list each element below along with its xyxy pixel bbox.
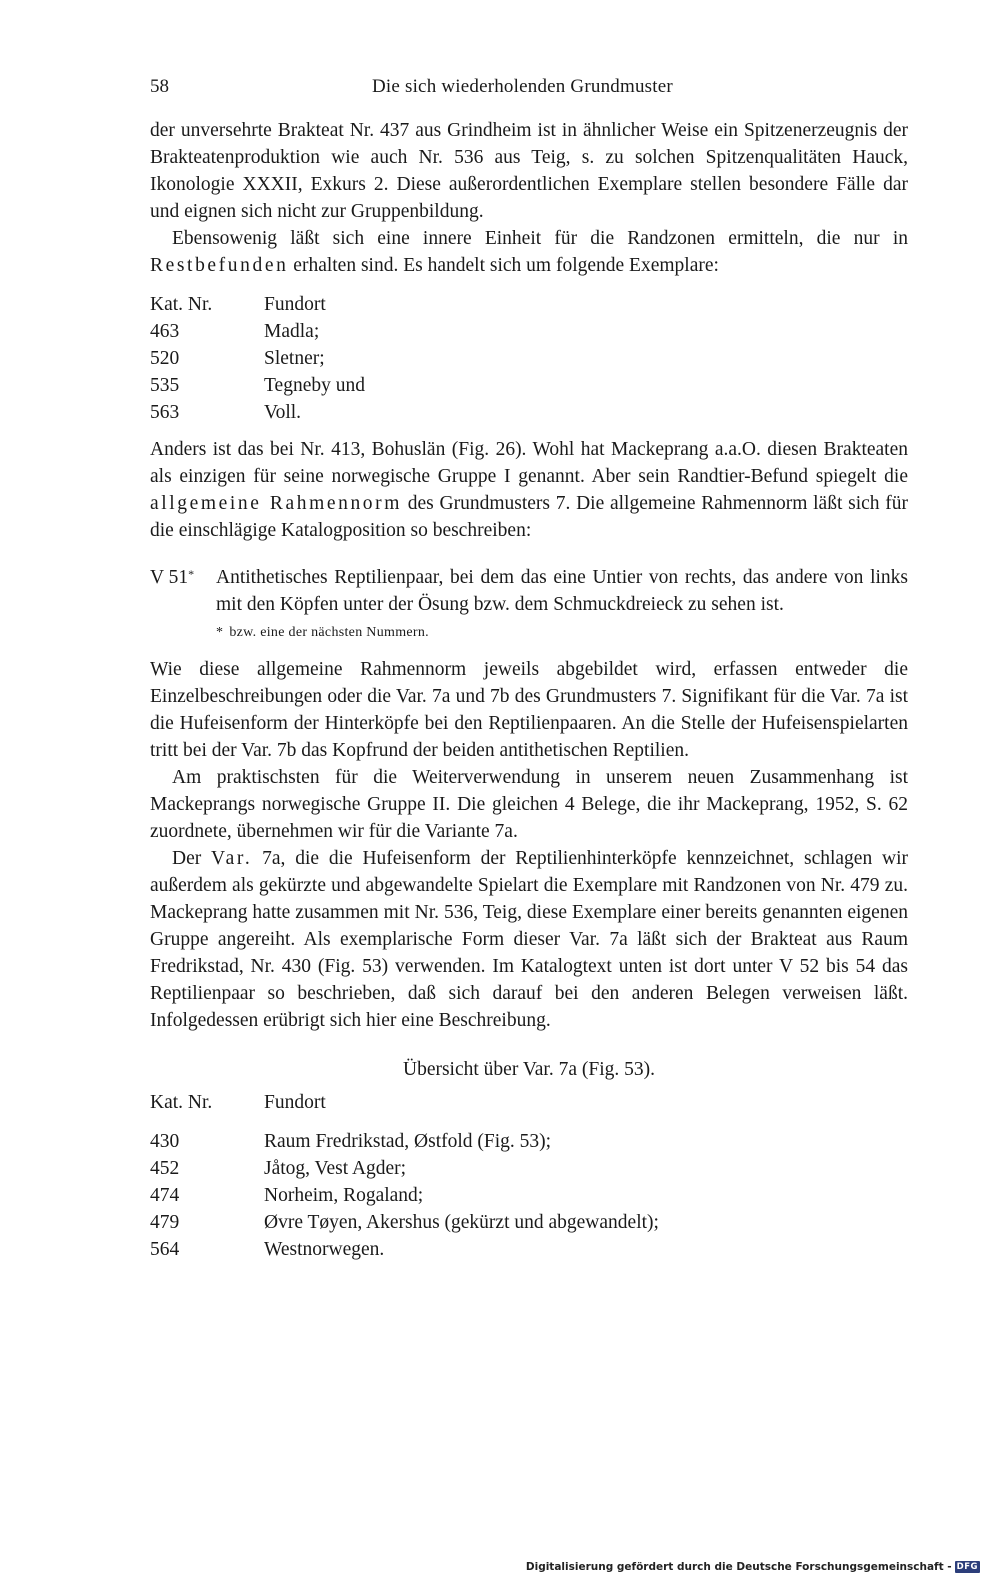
paragraph-2-spaced-term: Restbefunden [150,255,289,276]
footer-text: Digitalisierung gefördert durch die Deutsche Forschungsgemeinschaft - [525,1561,952,1573]
find-table-2 [150,1089,908,1263]
cell-fundort: Sletner; [264,348,325,369]
cell-nr: 430 [150,1131,180,1152]
column-header-fundort: Fundort [264,294,326,315]
cell-nr: 535 [150,375,180,396]
dfg-logo: DFG [956,1562,978,1572]
digitization-footer [526,1559,980,1575]
cell-fundort: Voll. [264,402,302,423]
overview-heading: Übersicht über Var. 7a (Fig. 53). [402,1059,655,1080]
paragraph-1: der unversehrte Brakteat Nr. 437 aus Grindheim ist in ähnlicher Weise ein Spitzenerzeugnis der Brakteatenproduktion wie auch Nr. 536 aus Teig, s. zu solchen Spitzenqualitäten Hauck, Ikonologie XXXII, Exkurs 2. Diese außerordentlichen Exemplare stellen besondere Fälle dar und eignen sich nicht zur Gruppenbildung. [150,120,908,222]
cell-fundort: Raum Fredrikstad, Østfold (Fig. 53); [264,1131,552,1152]
table-header-row [150,291,908,318]
paragraph-4: Wie diese allgemeine Rahmennorm jeweils abgebildet wird, erfassen entweder die Einzelbeschreibungen oder die Var. 7a und 7b des Grundmusters 7. Signifikant für die Var. 7a ist die Hufeisenform der Hinterköpfe bei den Reptilienpaaren. An die Stelle der Hufeisenspielarten tritt bei der Var. 7b das Kopfrund der beiden antithetischen Reptilien. [150,659,908,761]
table-row [150,1155,908,1182]
cell-fundort: Jåtog, Vest Agder; [264,1158,407,1179]
column-header-fundort: Fundort [264,1092,326,1113]
norm-label [150,564,216,618]
norm-text: Antithetisches Reptilienpaar, bei dem das eine Untier von rechts, das andere von links mit den Köpfen unter der Ösung bzw. dem Schmuckdreieck zu sehen ist. [216,567,908,615]
cell-nr: 452 [150,1158,180,1179]
cell-fundort: Westnorwegen. [264,1239,385,1260]
table-row [150,1182,908,1209]
page-number: 58 [150,76,169,97]
table-row [150,1209,908,1236]
norm-label-text: V 51 [150,567,189,588]
table-row [150,399,908,426]
cell-nr: 474 [150,1185,180,1206]
find-table-1 [150,291,908,426]
table-row [150,318,908,345]
running-title: Die sich wiederholenden Grundmuster [372,76,673,97]
norm-label-mark: * [188,567,195,581]
table-row [150,1128,908,1155]
paragraph-3-text-a: Anders ist das bei Nr. 413, Bohuslän (Fig. 26). Wohl hat Mackeprang a.a.O. diesen Brakteaten als einzigen für seine norwegische Gruppe I genannt. Aber sein Randtier-Befund spiegelt die [150,439,908,487]
table-row [150,345,908,372]
footnote-text: bzw. eine der nächsten Nummern. [229,625,429,640]
paragraph-5: Am praktischsten für die Weiterverwendung in unserem neuen Zusammenhang ist Mackeprangs norwegische Gruppe II. Die gleichen 4 Belege, die ihr Mackeprang, 1952, S. 62 zuordnete, übernehmen wir für die Variante 7a. [150,767,908,842]
paragraph-6-text-b: 7a, die die Hufeisenform der Reptilienhinterköpfe kennzeichnet, schlagen wir außerdem als gekürzte und abgewandelte Spielart die Exemplare mit Randzonen von Nr. 479 zu. Mackeprang hatte zusammen mit Nr. 536, Teig, diese Exemplare einer bereits genannten eigenen Gruppe angereiht. Als exemplarische Form dieser Var. 7a läßt sich der Brakteat aus Raum Fredrikstad, Nr. 430 (Fig. 53) verwenden. Im Katalogtext unten ist dort unter V 52 bis 54 das Reptilienpaar so beschrieben, daß sich darauf bei den anderen Belegen verweisen läßt. Infolgedessen erübrigt sich hier eine Beschreibung. [150,848,908,1031]
page-header [150,76,910,104]
paragraph-6-text-a: Der [172,848,212,869]
paragraph-2 [150,225,908,279]
cell-fundort: Madla; [264,321,320,342]
footnote-mark: * [216,625,224,640]
cell-fundort: Tegneby und [264,375,365,396]
paragraph-2-text-a: Ebensowenig läßt sich eine innere Einheit für die Randzonen ermitteln, die nur in [172,228,908,249]
table-header-row [150,1089,908,1116]
paragraph-3-text-b: des Grundmusters 7. Die allgemeine Rahmennorm läßt sich für die einschlägige Katalogposition so beschreiben: [150,493,908,541]
cell-nr: 520 [150,348,180,369]
footnote [216,622,908,644]
cell-nr: 463 [150,321,180,342]
column-header-nr: Kat. Nr. [150,294,213,315]
catalog-norm-entry [150,564,908,618]
paragraph-6 [150,845,908,1034]
cell-nr: 479 [150,1212,180,1233]
paragraph-3 [150,436,908,544]
table-row [150,372,908,399]
paragraph-3-spaced-term: allgemeine Rahmennorm [150,493,403,514]
cell-nr: 564 [150,1239,180,1260]
cell-fundort: Norheim, Rogaland; [264,1185,424,1206]
column-header-nr: Kat. Nr. [150,1092,213,1113]
paragraph-2-text-b: erhalten sind. Es handelt sich um folgende Exemplare: [288,255,719,276]
paragraph-6-spaced-term: Var. [211,848,253,869]
cell-fundort: Øvre Tøyen, Akershus (gekürzt und abgewandelt); [264,1212,659,1233]
page-body [150,117,908,1273]
table-row [150,1236,908,1263]
cell-nr: 563 [150,402,180,423]
